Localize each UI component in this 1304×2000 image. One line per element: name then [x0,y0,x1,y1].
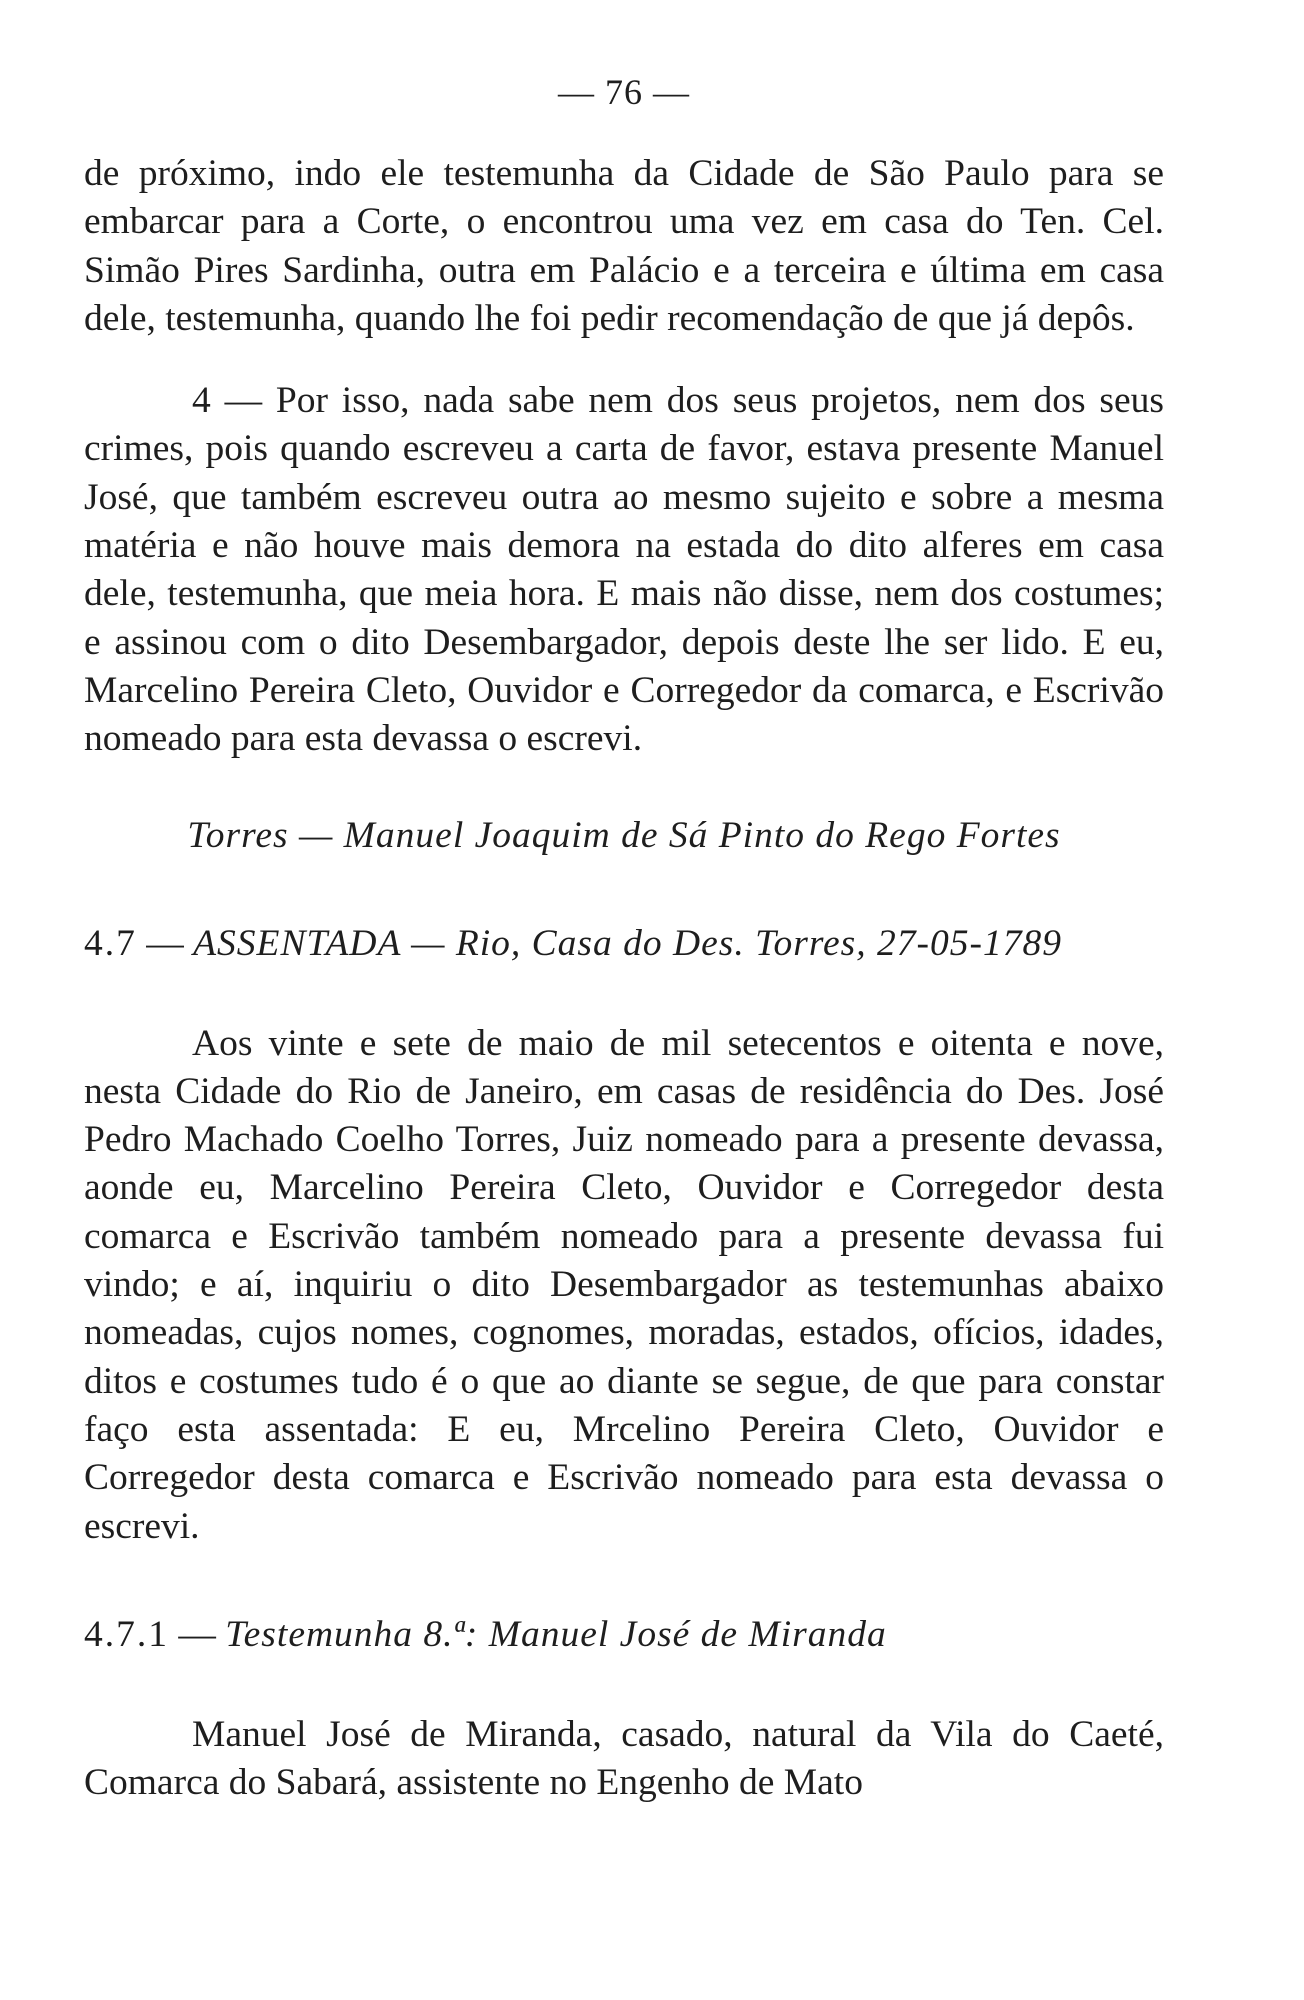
paragraph-item-4: 4 — Por isso, nada sabe nem dos seus projetos, nem dos seus crimes, pois quando escreveu a carta de favor, estava presente Manuel José, que também escreveu outra ao mesmo sujeito e sobre a mesma matéria e não houve mais demora na estada do dito alferes em casa dele, testemunha, que meia hora. E mais não disse, nem dos costumes; e assinou com o dito Desembargador, depois deste lhe ser lido. E eu, Marcelino Pereira Cleto, Ouvidor e Corregedor da comarca, e Escrivão nomeado para esta devassa o escrevi. [84,380,1164,760]
paragraph-assentada: Aos vinte e sete de maio de mil setecentos e oitenta e nove, nesta Cidade do Rio de Janeiro, em casas de residência do Des. José Pedro Machado Coelho Torres, Juiz nomeado para a presente devassa, aonde eu, Marcelino Pereira Cleto, Ouvidor e Corregedor desta comarca e Escrivão também nomeado para a presente devassa fui vindo; e aí, inquiriu o dito Desembargador as testemunhas abaixo nomeadas, cujos nomes, cognomes, moradas, estados, ofícios, idades, ditos e costumes tudo é o que ao diante se segue, de que para constar faço esta assentada: E eu, Mrcelino Pereira Cleto, Ouvidor e Corregedor desta comarca e Escrivão nomeado para esta devassa o escrevi. [84,1022,1164,1547]
section-title: Testemunha 8.ª: Manuel José de Miranda [225,1613,887,1655]
section-title: ASSENTADA — Rio, Casa do Des. Torres, 27-05-1789 [193,922,1063,964]
section-dash: — [178,1613,216,1655]
paragraph-continuation: de próximo, indo ele testemunha da Cidade de São Paulo para se embarcar para a Corte, o encontrou uma vez em casa do Ten. Cel. Simão Pires Sardinha, outra em Palácio e a terceira e última em casa dele, testemunha, quando lhe foi pedir recomendação de que já depôs. [84,153,1164,339]
section-number: 4.7 [84,922,137,964]
signature-line: Torres — Manuel Joaquim de Sá Pinto do Rego Fortes [187,814,1061,856]
section-heading-assentada [84,920,1164,968]
paragraph-gap [84,343,1164,377]
page-number: — 76 — [558,72,690,112]
section-dash: — [146,922,184,964]
section-heading-testemunha [84,1611,1164,1659]
paragraph-testemunha: Manuel José de Miranda, casado, natural da Vila do Caeté, Comarca do Sabará, assistente no Engenho de Mato [84,1713,1164,1804]
section-number: 4.7.1 [84,1613,169,1655]
document-page [84,70,1164,1807]
